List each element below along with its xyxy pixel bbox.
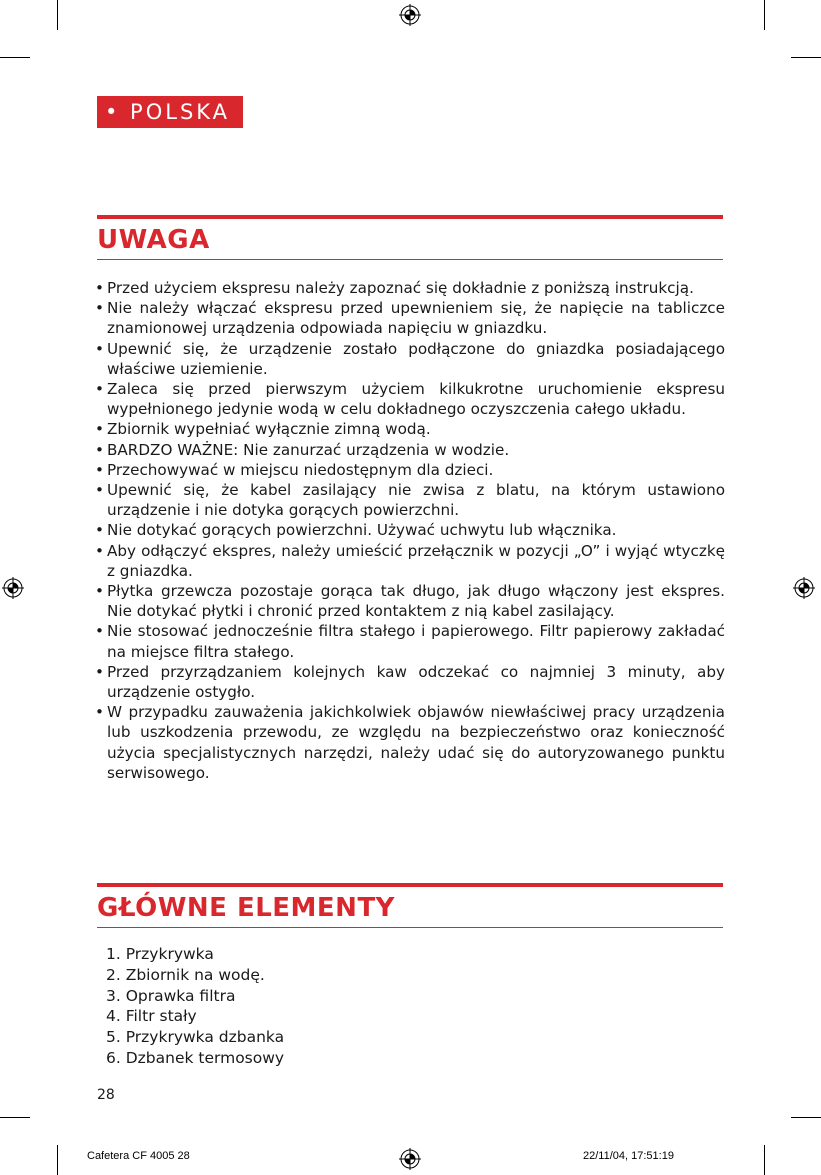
section-rule-bottom — [97, 259, 723, 260]
list-item: • Płytka grzewcza pozostaje gorąca tak długo, jak długo włączony jest ekspres. Nie dotykać płytki i chronić przed kontaktem z nią kabel zasilający. — [95, 582, 725, 621]
list-item: • Aby odłączyć ekspres, należy umieścić przełącznik w pozycji „O” i wyjąć wtyczkę z gniazdka. — [95, 541, 725, 580]
crop-mark-top-left-vertical — [57, 0, 58, 30]
page-number: 28 — [97, 1087, 115, 1103]
list-item: • Zbiornik wypełniać wyłącznie zimną wodą. — [95, 420, 431, 439]
list-item: • Nie dotykać gorących powierzchni. Używać uchwytu lub włącznika. — [95, 521, 617, 540]
list-item: 2. Zbiornik na wodę. — [106, 965, 265, 984]
crop-mark-bottom-left-vertical — [57, 1145, 58, 1175]
crop-mark-bottom-right-vertical — [764, 1145, 765, 1175]
section-rule-top — [97, 883, 723, 887]
list-item: 5. Przykrywka dzbanka — [106, 1028, 285, 1047]
crop-mark-bottom-left-horizontal — [0, 1117, 30, 1118]
list-item: • Przed użyciem ekspresu należy zapoznać się dokładnie z poniższą instrukcją. — [95, 279, 694, 297]
list-item: • Zaleca się przed pierwszym użyciem kilkukrotne uruchomienie ekspresu wypełnionego jedynie wodą w celu dokładnego oczyszczenia całego układu. — [95, 380, 725, 419]
crop-mark-bottom-right-horizontal — [791, 1117, 821, 1118]
language-tab: • POLSKA — [97, 96, 243, 128]
print-slug-filename: Cafetera CF 4005 28 — [87, 1150, 190, 1162]
list-item: • BARDZO WAŻNE: Nie zanurzać urządzenia w wodzie. — [95, 440, 510, 459]
list-item: • Przechowywać w miejscu niedostępnym dla dzieci. — [95, 460, 494, 479]
parts-list — [106, 944, 284, 1069]
crop-mark-top-right-vertical — [764, 0, 765, 30]
list-item: 1. Przykrywka — [106, 945, 214, 963]
list-item: 6. Dzbanek termosowy — [106, 1048, 285, 1067]
list-item: • Przed przyrządzaniem kolejnych kaw odczekać co najmniej 3 minuty, aby urządzenie ostygło. — [95, 662, 725, 702]
list-item: • Nie należy włączać ekspresu przed upewnieniem się, że napięcie na tabliczce znamionowej urządzenia odpowiada napięciu w gniazdku. — [95, 299, 725, 338]
list-item: • Upewnić się, że kabel zasilający nie zwisa z blatu, na którym ustawiono urządzenie i nie dotyka gorących powierzchni. — [95, 481, 725, 520]
list-item: 4. Filtr stały — [106, 1007, 197, 1026]
print-slug-timestamp: 22/11/04, 17:51:19 — [583, 1150, 674, 1162]
parts-section-title: GŁÓWNE ELEMENTY — [97, 893, 396, 923]
list-item: • Nie stosować jednocześnie filtra stałego i papierowego. Filtr papierowy zakładać na miejsce filtra stałego. — [95, 622, 725, 661]
registration-mark-icon — [399, 4, 421, 26]
crop-mark-top-left-horizontal — [0, 57, 30, 58]
registration-mark-icon — [2, 577, 24, 599]
crop-mark-top-right-horizontal — [791, 57, 821, 58]
section-rule-top — [97, 215, 723, 219]
list-item: 3. Oprawka filtra — [106, 986, 236, 1005]
warning-list — [95, 278, 725, 783]
list-item: • W przypadku zauważenia jakichkolwiek objawów niewłaściwej pracy urządzenia lub uszkodzenia przewodu, ze względu na bezpieczeństwo oraz konieczność użycia specjalistycznych narzędzi, należy udać się do autoryzowanego punktu serwisowego. — [95, 703, 725, 782]
registration-mark-icon — [793, 577, 815, 599]
warning-section-title: UWAGA — [97, 225, 210, 255]
section-rule-bottom — [97, 927, 723, 928]
list-item: • Upewnić się, że urządzenie zostało podłączone do gniazdka posiadającego właściwe uziemienie. — [95, 339, 725, 378]
registration-mark-icon — [399, 1148, 421, 1170]
